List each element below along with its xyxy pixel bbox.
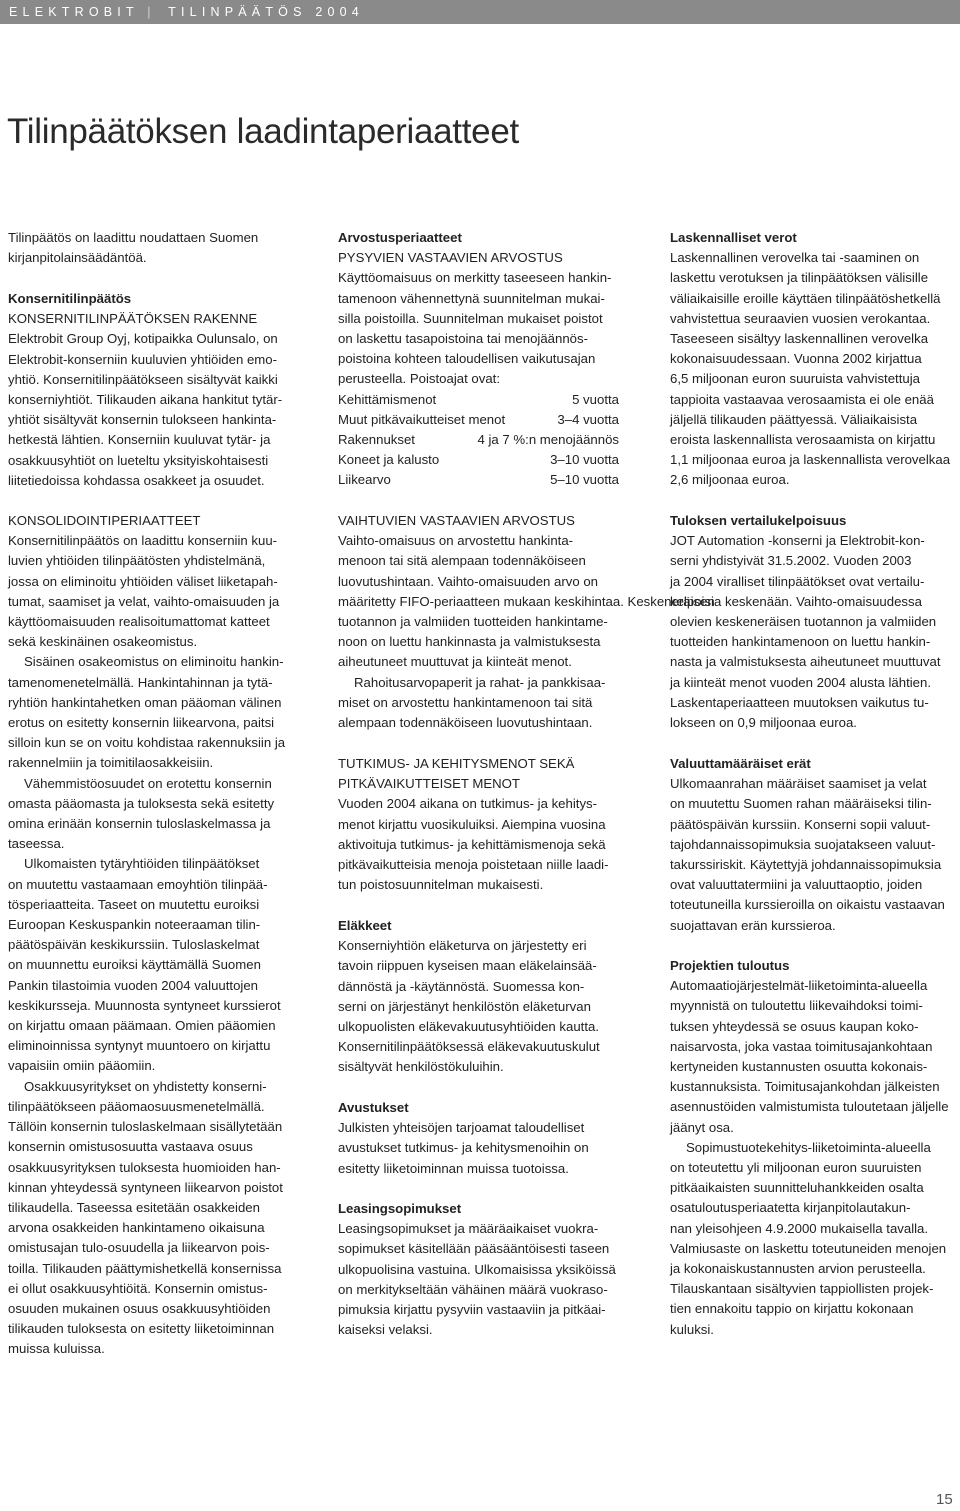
tuloksen-vertailukelpoisuus-section [670,511,958,733]
text-line: avustukset tutkimus- ja kehitysmenoihin on [338,1140,589,1156]
subsection-heading: VAIHTUVIEN VASTAAVIEN ARVOSTUS [338,513,575,528]
text-line: omistusajan tulo-osuudella ja liikearvon pois- [8,1240,270,1256]
text-line: yhtiöt sisältyvät konsernin tulokseen hankinta- [8,412,277,428]
header-company: ELEKTROBIT [9,5,139,19]
text-line: osakkuusyhtiöt on lueteltu yksityiskohtaisesti [8,452,269,468]
section-heading: Valuuttamääräiset erät [670,756,811,771]
text-line: poistoina kohteen taloudellisen vaikutusajan [338,351,596,367]
text-line: omasta pääomasta ja tuloksesta sekä esitetty [8,795,275,811]
text-line: menoon tai sitä alempaan todennäköiseen [338,553,586,569]
text-line: Sisäinen osakeomistus on eliminoitu hankin- [24,654,284,670]
text-line: Konsernitilinpäätös on laadittu konserniin kuu- [8,533,278,549]
text-line: on laskettu tasapoistoina tai menojäännös- [338,331,588,347]
text-line: kuluksi. [670,1321,714,1337]
tutkimus-section [338,754,630,895]
text-line: vapaisiin omiin pääomiin. [8,1058,156,1074]
text-line: on toteutettu yli miljoonan euron suuruisten [670,1160,922,1176]
subsection-heading: TUTKIMUS- JA KEHITYSMENOT SEKÄ [338,756,575,771]
text-line: toilla. Tilikauden päättymishetkellä konsernissa [8,1260,282,1276]
text-line: Pankin tilastoimia vuoden 2004 valuuttojen [8,977,258,993]
text-line: päätöspäivän keskikurssiin. Tuloslaskelmat [8,937,260,953]
text-line: Vuoden 2004 aikana on tutkimus- ja kehitys- [338,796,598,812]
section-heading: Leasingsopimukset [338,1201,462,1216]
poistoaika-row [338,450,619,470]
text-line: osakkuusyrityksen tuloksesta huomioiden han- [8,1159,281,1175]
text-line: tien ennakoitu tappio on kirjattu kokonaan [670,1301,914,1317]
text-line: Rahoitusarvopaperit ja rahat- ja pankkisaa- [354,674,606,690]
projektien-tuloutus-section [670,956,958,1340]
text-line: on muutettu Suomen rahan määräiseksi tilin- [670,796,932,812]
section-heading: Projektien tuloutus [670,958,790,973]
running-header [9,4,364,20]
row-value: 5 vuotta [572,391,619,407]
text-line: silla poistoilla. Suunnitelman mukaiset poistot [338,310,603,326]
text-line: konsernin omistusosuutta vastaava osuus [8,1139,253,1155]
text-line: serni yhdistyivät 31.5.2002. Vuoden 2003 [670,553,912,569]
row-value: 5–10 vuotta [550,472,619,488]
laskennalliset-verot-section [670,228,958,491]
text-line: Käyttöomaisuus on merkitty taseeseen hankin- [338,270,612,286]
text-line: sekä keskinäinen osakeomistus. [8,634,198,650]
text-line: nan yleisohjeen 4.9.2000 mukaisella tavalla. [670,1220,929,1236]
text-line: tappioita vastaavaa verosaamista ei ole enää [670,391,934,407]
row-value: 3–4 vuotta [557,411,619,427]
valuuttamaaraiset-section [670,754,958,936]
text-line: Osakkuusyritykset on yhdistetty konserni- [24,1078,267,1094]
header-section: TILINPÄÄTÖS 2004 [168,5,364,19]
text-line: on muunnettu euroiksi käyttämällä Suomen [8,957,261,973]
text-line: Sopimustuotekehitys-liiketoiminta-alueella [686,1139,931,1155]
text-line: eliminoinnissa syntynyt muuntoero on kirjattu [8,1038,271,1054]
intro-paragraph [8,228,300,268]
row-value: 4 ja 7 %:n menojäännös [477,432,619,448]
konsolidointiperiaatteet-section [8,511,300,1360]
poistoaika-row [338,390,619,410]
text-line: Elektrobit Group Oyj, kotipaikka Oulunsalo, on [8,331,278,347]
text-line: serni on järjestänyt henkilöstön eläketurvan [338,998,591,1014]
text-line: luovutushintaan. Vaihto-omaisuuden arvo on [338,573,599,589]
leasing-section [338,1199,630,1340]
text-line: tun poistosuunnitelman mukaisesti. [338,877,544,893]
text-line: Vaihto-omaisuus on arvostettu hankinta- [338,533,574,549]
row-name: Liikearvo [338,472,391,488]
text-line: JOT Automation -konserni ja Elektrobit-kon- [670,533,925,549]
text-line: 2,6 miljoonaa euroa. [670,472,790,488]
text-line: tuksen yhteydessä se osuus kaupan koko- [670,1018,919,1034]
text-line: osuuden mukainen osuus osakkuusyhtiöiden [8,1300,271,1316]
text-line: määritetty FIFO-periaatteen mukaan keskihintaa. Keskeneräisen [338,593,715,609]
text-line: nasta ja valmistuksesta aiheutuneet muuttuvat [670,654,941,670]
text-line: jäljellä tilikauden päättyessä. Väliaikaisista [670,411,918,427]
text-line: Tilinpäätös on laadittu noudattaen Suomen [8,230,259,245]
text-line: tamenoon vähennettynä suunnitelman mukai- [338,290,605,306]
text-line: tuotannon ja valmiiden tuotteiden hankintame- [338,614,608,630]
text-line: Tilauskantaan sisältyvien tappiollisten projek- [670,1281,934,1297]
text-line: Automaatiojärjestelmät-liiketoiminta-alueella [670,978,928,994]
page-title: Tilinpäätöksen laadintaperiaatteet [7,112,519,151]
text-line: Euroopan Keskuspankin noteeraaman tilin- [8,917,261,933]
text-line: kirjanpitolainsäädäntöä. [8,250,147,266]
text-line: 6,5 miljoonan euron suuruista vahvistettuja [670,371,920,387]
text-line: pitkävaikutteisia menoja poistetaan niille laadi- [338,857,609,873]
text-line: tamenomenetelmällä. Hankintahinnan ja tytä- [8,674,273,690]
text-line: miset on arvostettu hankintamenoon tai sitä [338,694,593,710]
avustukset-section [338,1098,630,1179]
text-line: hetkestä lähtien. Konserniin kuuluvat tytär- ja [8,432,271,448]
text-line: kokonaisuudessaan. Vuonna 2002 kirjattua [670,351,922,367]
text-line: jossa on eliminoitu yhtiöiden väliset liiketapah- [8,573,278,589]
text-line: keskikursseja. Muunnosta syntyneet kurssierot [8,997,281,1013]
section-heading: Laskennalliset verot [670,230,797,245]
text-line: rakennelmiin ja toimitilaosakkeisiin. [8,755,214,771]
text-line: kaiseksi velaksi. [338,1322,433,1338]
text-line: ei ollut osakkuusyhtiöitä. Konsernin omistus- [8,1280,268,1296]
text-line: käyttöomaisuuden realisoitumattomat katteet [8,614,270,630]
row-name: Kehittämismenot [338,391,437,407]
subsection-heading: PYSYVIEN VASTAAVIEN ARVOSTUS [338,250,563,266]
text-line: erotus on esitetty konsernin liikearvona, paitsi [8,715,275,731]
text-line: kelpoisia keskenään. Vaihto-omaisuudessa [670,593,922,609]
text-line: Taseeseen sisältyy laskennallinen verovelka [670,331,929,347]
text-line: arvona osakkeiden hankintameno oikaisuna [8,1220,265,1236]
text-line: tumat, saamiset ja velat, vaihto-omaisuuden ja [8,593,280,609]
text-line: väliaikaisille eroille käyttäen tilinpäätöshetkellä [670,290,941,306]
text-line: sisältyvät henkilöstökuluihin. [338,1059,504,1075]
text-line: Laskennallinen verovelka tai -saaminen on [670,250,920,266]
text-line: tuotteiden hankintamenoon on luettu hankin- [670,634,931,650]
text-line: tilikaudella. Taseessa esitetään osakkeiden [8,1199,260,1215]
text-line: toteutuneilla kurssieroilla on oikaistu vastaavan [670,897,945,913]
text-line: naisarvosta, joka vastaa toimitusajankohtaan [670,1038,933,1054]
text-line: noon on luettu hankinnasta ja valmistuksesta [338,634,601,650]
text-line: ovat valuuttatermiini ja valuuttaoptio, joiden [670,877,923,893]
text-line: muissa kuluissa. [8,1341,105,1357]
text-line: menot kirjattu vuosikuluiksi. Aiempina vuosina [338,816,606,832]
text-line: ja kokonaiskustannusten arvion perusteella. [670,1261,926,1277]
text-line: päätöspäivän kurssiin. Konserni sopii valuut- [670,816,931,832]
text-line: Vähemmistöosuudet on erotettu konsernin [24,775,272,791]
text-line: 1,1 miljoonaa euroa ja laskennallista verovelkaa [670,452,951,468]
arvostusperiaatteet-section [338,228,630,491]
text-line: Valmiusaste on laskettu toteutuneiden menojen [670,1240,947,1256]
section-heading: Avustukset [338,1100,409,1115]
row-name: Muut pitkävaikutteiset menot [338,411,506,427]
text-line: lokseen on 0,9 miljoonaa euroa. [670,715,857,731]
text-line: osatuloutusperiaatetta kirjanpitolautakun- [670,1200,911,1216]
page-number: 15 [936,1491,953,1508]
text-line: tavoin riippuen kyseisen maan eläkelainsää- [338,958,597,974]
text-line: tilikauden tuloksesta on esitetty liiketoiminnan [8,1321,275,1337]
text-line: Tällöin konsernin tuloslaskelmaan sisällytetään [8,1119,283,1135]
subsection-heading: PITKÄVAIKUTTEISET MENOT [338,776,520,792]
text-line: ja kiinteät menot vuoden 2004 alusta lähtien. [670,674,932,690]
konsernitilinpaatos-section [8,289,300,491]
text-line: esitetty liiketoiminnan muissa tuotoissa. [338,1160,569,1176]
text-line: aiheutuneet muuttuvat ja kiinteät menot. [338,654,572,670]
text-line: sopimukset käsitellään pääsääntöisesti taseen [338,1241,610,1257]
row-name: Rakennukset [338,432,415,448]
text-line: alempaan todennäköiseen luovutushintaan. [338,715,593,731]
section-heading: Konsernitilinpäätös [8,291,132,306]
header-separator: | [147,5,156,19]
text-line: olevien keskeneräisen tuotannon ja valmiiden [670,614,937,630]
text-line: on merkitykseltään vähäinen määrä vuokraso- [338,1281,608,1297]
text-line: yhtiö. Konsernitilinpäätökseen sisältyvät kaikki [8,371,278,387]
subsection-heading: KONSOLIDOINTIPERIAATTEET [8,513,201,528]
poistoaika-row [338,430,619,450]
text-line: Leasingsopimukset ja määräaikaiset vuokra- [338,1221,599,1237]
text-line: laskettu verotuksen ja tilinpäätöksen välisille [670,270,929,286]
section-heading: Arvostusperiaatteet [338,230,462,245]
text-line: taseessa. [8,836,65,852]
text-line: omina erinään konsernin tuloslaskelmassa ja [8,816,271,832]
row-name: Koneet ja kalusto [338,452,440,468]
text-line: perusteella. Poistoajat ovat: [338,371,501,387]
text-line: Ulkomaisten tytäryhtiöiden tilinpäätökset [24,856,260,872]
text-line: konserniyhtiöt. Tilikauden aikana hankitut tytär- [8,392,283,408]
text-line: aktivoituja tutkimus- ja kehittämismenoja sekä [338,836,606,852]
text-line: jäänyt osa. [670,1119,734,1135]
text-line: pitkäaikaisten suunnitteluhankkeiden osalta [670,1180,924,1196]
text-line: tilinpäätökseen pääomaosuusmenetelmällä. [8,1098,265,1114]
text-line: pimuksia kirjattu pysyviin vastaaviin ja pitkäai- [338,1302,606,1318]
text-line: Konsernitilinpäätöksessä eläkevakuutuskulut [338,1039,600,1055]
poistoaika-row [338,410,619,430]
section-heading: Tuloksen vertailukelpoisuus [670,513,847,528]
text-line: ulkopuolisina vastuina. Ulkomaisissa yksiköissä [338,1261,616,1277]
text-line: asennustöiden valmistumista tuloutetaan jäljelle [670,1099,949,1115]
poistoaika-row [338,470,619,490]
vaihtuvien-section [338,511,715,733]
text-line: kertyneiden kustannusten osuutta kokonais- [670,1059,928,1075]
elakkeet-section [338,916,630,1078]
text-line: Ulkomaanrahan määräiset saamiset ja velat [670,776,927,792]
text-line: on kirjattu omaan päämaan. Omien pääomien [8,1018,276,1034]
subsection-heading: KONSERNITILINPÄÄTÖKSEN RAKENNE [8,311,258,327]
poistoajat-table [338,390,619,491]
text-line: kustannuksista. Toimitusajankohdan jälkeisten [670,1079,940,1095]
text-line: on muutettu vastaamaan emoyhtiön tilinpää- [8,876,268,892]
text-line: kinnan yhteydessä syntyneen liikearvon poistot [8,1179,283,1195]
row-value: 3–10 vuotta [550,452,619,468]
text-line: eroista laskennallista verosaamista on kirjattu [670,432,936,448]
text-line: myynnistä on tuloutettu liikevaihdoksi toimi- [670,998,923,1014]
text-line: dännöstä ja -käytännöstä. Suomessa kon- [338,978,585,994]
text-line: Julkisten yhteisöjen tarjoamat taloudelliset [338,1120,585,1136]
text-line: ulkopuolisten eläkevakuutusyhtiöiden kautta. [338,1019,599,1035]
section-heading: Eläkkeet [338,918,392,933]
text-line: takurssiriskit. Käytettyjä johdannaissopimuksia [670,857,942,873]
text-line: tösperiaatteita. Taseet on muutettu euroiksi [8,896,260,912]
text-line: ryhtiön hankintahetken oman pääoman välinen [8,694,282,710]
text-line: Konserniyhtiön eläketurva on järjestetty eri [338,938,587,954]
text-line: liitetiedoissa kohdassa osakkeet ja osuudet. [8,472,265,488]
text-line: Elektrobit-konserniin kuuluvien yhtiöiden emo- [8,351,278,367]
text-line: suojattavan erän kurssieroa. [670,917,836,933]
text-line: vahvistettua seuraavien vuosien verokantaa. [670,310,931,326]
text-line: ja 2004 viralliset tilinpäätökset ovat vertailu- [670,573,925,589]
text-line: silloin kun se on voitu kohdistaa rakennuksiin ja [8,735,286,751]
text-line: luvien yhtiöiden tilinpäätösten yhdistelmänä, [8,553,266,569]
text-line: Laskentaperiaatteen muutoksen vaikutus tu- [670,694,929,710]
text-line: tajohdannaissopimuksia suojatakseen valuut- [670,836,936,852]
